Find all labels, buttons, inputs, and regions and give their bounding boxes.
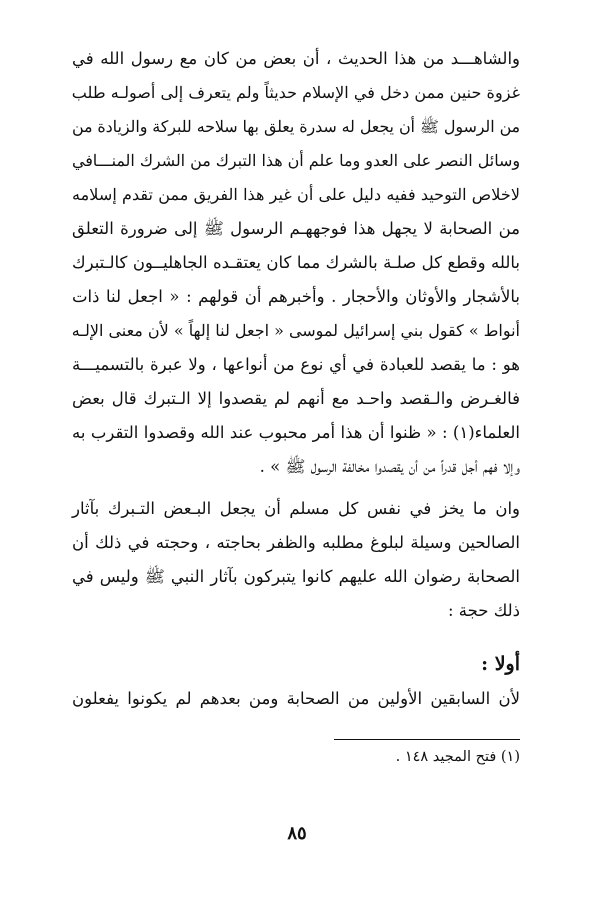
footnote: (١) فتح المجيد ١٤٨ . [395, 749, 520, 765]
text-line: وان ما يخز في نفس كل مسلم أن يجعل البـعض التـبرك بآثار [72, 499, 520, 518]
text-line: ذلك حجة : [447, 601, 520, 620]
text-line: لأن السابقين الأولين من الصحابة ومن بعدهم لم يكونوا يفعلون [72, 689, 520, 708]
section-heading: أولا : [481, 653, 520, 675]
footnote-divider [334, 739, 520, 740]
text-line: من الصحابة لا يجهل هذا فوجههـم الرسول ﷺ إلى ضرورة التعلق [72, 219, 520, 238]
page-number: ٨٥ [287, 823, 307, 844]
text-line: بالأشجار والأوثان والأحجار . وأخبرهم أن قولهم : « اجعل لنا ذات [72, 287, 520, 306]
text-line: غزوة حنين ممن دخل في الإسلام حديثاً ولم يتعرف إلى أصولـه طلب [71, 83, 520, 102]
text-line: من الرسول ﷺ أن يجعل له سدرة يعلق بها سلاحه للبركة والزيادة من [71, 117, 520, 136]
text-line: فالغـرض والـقصد واحـد مع أنهم لم يقصدوا إلا الـتبرك قال بعض [72, 389, 520, 408]
text-line: الصحابة رضوان الله عليهم كانوا يتبركون بآثار النبي ﷺ وليس في [72, 567, 520, 586]
text-line: والشاهـــد من هذا الحديث ، أن بعض من كان مع رسول الله في [72, 49, 520, 68]
text-line: الصالحين وسيلة لبلوغ مطلبه والظفر بحاجته ، وحجته في ذلك أن [72, 533, 520, 552]
text-line: لاخلاص التوحيد ففيه دليل على أن غير هذا الفريق ممن تقدم إسلامه [72, 185, 520, 204]
text-line: أنواط » كقول بني إسرائيل لموسى « اجعل لنا إلهاً » لأن معنى الإلـه [71, 321, 520, 340]
text-line: بالله وقطع كل صلـة بالشرك مما كان يعتقـده الجاهليــون كالـتبرك [72, 253, 520, 272]
text-line: وإلا فهم أجل قدراً من أن يقصدوا مخالفة الرسول ﷺ » . [259, 457, 520, 476]
text-line: وسائل النصر على العدو وما علم أن هذا التبرك من الشرك المنـــافي [72, 151, 520, 170]
text-line: العلماء(١) : « ظنوا أن هذا أمر محبوب عند الله وقصدوا التقرب به [72, 423, 520, 442]
text-line: هو : ما يقصد للعبادة في أي نوع من أنواعها ، ولا عبرة بالتسميـــة [72, 355, 520, 374]
